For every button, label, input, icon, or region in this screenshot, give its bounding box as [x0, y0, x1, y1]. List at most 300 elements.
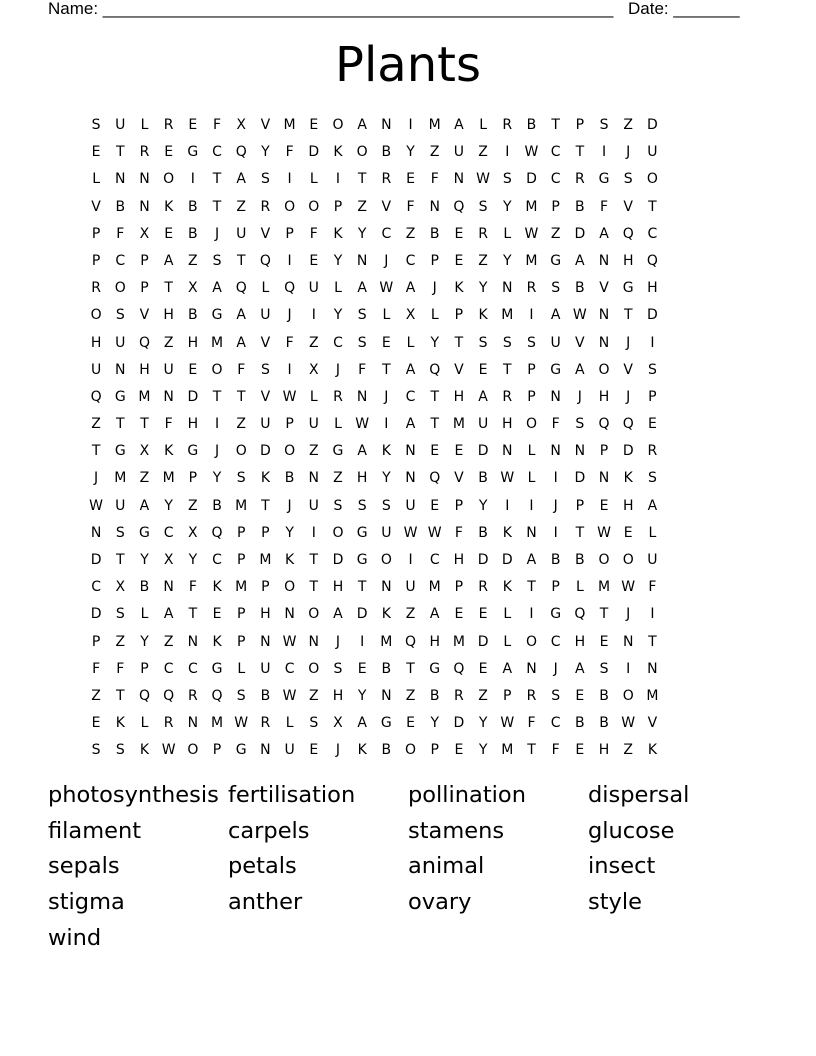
grid-letter[interactable]: E	[599, 497, 609, 514]
grid-letter[interactable]: P	[527, 361, 536, 378]
grid-letter[interactable]: H	[574, 633, 586, 650]
grid-letter[interactable]: R	[478, 579, 488, 596]
grid-letter[interactable]: N	[550, 388, 561, 405]
grid-letter[interactable]: W	[234, 715, 249, 732]
grid-letter[interactable]: S	[381, 497, 391, 514]
grid-letter[interactable]: N	[622, 633, 634, 650]
grid-letter[interactable]: F	[213, 117, 222, 133]
grid-letter[interactable]: Q	[622, 416, 634, 433]
grid-letter[interactable]: N	[260, 742, 271, 759]
grid-letter[interactable]: Q	[138, 334, 150, 351]
grid-letter[interactable]: J	[577, 388, 582, 405]
grid-letter[interactable]: K	[164, 443, 174, 460]
grid-letter[interactable]: D	[477, 552, 489, 568]
grid-letter[interactable]: M	[597, 579, 611, 596]
grid-letter[interactable]: B	[260, 687, 271, 704]
grid-letter[interactable]: G	[356, 552, 368, 568]
grid-letter[interactable]: U	[90, 361, 102, 378]
grid-letter[interactable]: Z	[308, 687, 319, 704]
grid-letter[interactable]: E	[188, 117, 198, 133]
grid-letter[interactable]: F	[237, 361, 246, 378]
grid-letter[interactable]: E	[575, 742, 585, 759]
grid-letter[interactable]: B	[575, 552, 585, 568]
grid-letter[interactable]: E	[454, 742, 464, 759]
grid-letter[interactable]: M	[259, 552, 272, 568]
grid-letter[interactable]: E	[599, 633, 609, 650]
grid-letter[interactable]: L	[503, 633, 512, 650]
grid-letter[interactable]: N	[381, 117, 392, 133]
grid-letter[interactable]: O	[356, 144, 368, 161]
grid-letter[interactable]: T	[382, 361, 391, 378]
grid-letter[interactable]: S	[91, 742, 101, 759]
grid-letter[interactable]: K	[164, 198, 174, 215]
grid-letter[interactable]: Z	[333, 470, 343, 487]
grid-letter[interactable]: T	[164, 280, 173, 297]
grid-letter[interactable]: B	[429, 225, 440, 242]
grid-letter[interactable]: V	[454, 470, 464, 487]
grid-letter[interactable]: Z	[405, 687, 416, 704]
grid-letter[interactable]: G	[356, 524, 368, 541]
grid-letter[interactable]: S	[551, 280, 561, 297]
grid-letter[interactable]: P	[285, 416, 294, 433]
grid-letter[interactable]: P	[236, 524, 246, 541]
grid-letter[interactable]: P	[91, 225, 101, 242]
grid-letter[interactable]: K	[285, 552, 295, 568]
grid-letter[interactable]: T	[309, 552, 319, 568]
grid-letter[interactable]: N	[647, 660, 658, 677]
grid-letter[interactable]: T	[309, 579, 319, 596]
grid-letter[interactable]: E	[478, 660, 488, 677]
grid-letter[interactable]: S	[357, 307, 367, 324]
grid-letter[interactable]: T	[623, 307, 633, 324]
grid-letter[interactable]: O	[235, 443, 247, 460]
grid-letter[interactable]: B	[575, 715, 585, 732]
grid-letter[interactable]: S	[212, 252, 222, 269]
grid-letter[interactable]: G	[114, 443, 126, 460]
grid-letter[interactable]: B	[599, 715, 609, 732]
grid-letter[interactable]: A	[550, 307, 561, 324]
grid-letter[interactable]: N	[356, 252, 368, 269]
grid-letter[interactable]: Y	[212, 470, 222, 487]
grid-letter[interactable]: C	[212, 552, 222, 568]
grid-letter[interactable]: W	[403, 524, 418, 541]
grid-letter[interactable]: J	[626, 144, 631, 161]
grid-letter[interactable]: E	[309, 252, 319, 269]
grid-letter[interactable]: B	[139, 579, 150, 596]
grid-letter[interactable]: Y	[382, 470, 391, 487]
grid-letter[interactable]: U	[647, 552, 658, 568]
grid-letter[interactable]: V	[381, 198, 392, 215]
grid-letter[interactable]: L	[334, 280, 342, 297]
grid-letter[interactable]: S	[236, 687, 246, 704]
grid-letter[interactable]: O	[332, 117, 344, 133]
grid-letter[interactable]: Y	[503, 198, 512, 215]
grid-letter[interactable]: N	[598, 307, 610, 324]
grid-letter[interactable]: G	[114, 388, 126, 405]
grid-letter[interactable]: A	[502, 660, 513, 677]
grid-letter[interactable]: A	[236, 334, 246, 351]
grid-letter[interactable]: A	[526, 552, 537, 568]
grid-letter[interactable]: G	[550, 361, 562, 378]
grid-letter[interactable]: N	[163, 388, 174, 405]
grid-letter[interactable]: R	[91, 280, 101, 297]
grid-letter[interactable]: S	[115, 742, 125, 759]
grid-letter[interactable]: J	[626, 606, 631, 623]
grid-letter[interactable]: Z	[429, 144, 440, 161]
grid-letter[interactable]: U	[284, 742, 295, 759]
grid-letter[interactable]: Y	[430, 334, 439, 351]
grid-letter[interactable]: O	[211, 361, 223, 378]
grid-letter[interactable]: V	[91, 198, 101, 215]
grid-letter[interactable]: Z	[188, 497, 198, 514]
grid-letter[interactable]: E	[430, 443, 440, 460]
grid-letter[interactable]: P	[454, 307, 464, 324]
grid-letter[interactable]: K	[381, 443, 391, 460]
grid-letter[interactable]: E	[647, 416, 657, 433]
grid-letter[interactable]: L	[382, 307, 391, 324]
grid-letter[interactable]: J	[384, 388, 389, 405]
grid-letter[interactable]: N	[526, 524, 537, 541]
grid-letter[interactable]: S	[260, 361, 270, 378]
grid-letter[interactable]: K	[115, 715, 125, 732]
grid-letter[interactable]: U	[453, 144, 465, 161]
grid-letter[interactable]: F	[92, 660, 101, 677]
grid-letter[interactable]: N	[187, 633, 199, 650]
grid-letter[interactable]: M	[380, 633, 393, 650]
grid-letter[interactable]: N	[308, 470, 320, 487]
grid-letter[interactable]: Y	[478, 715, 488, 732]
grid-letter[interactable]: H	[502, 416, 513, 433]
grid-letter[interactable]: A	[575, 252, 585, 269]
grid-letter[interactable]: M	[525, 198, 538, 215]
grid-letter[interactable]: R	[526, 280, 537, 297]
grid-letter[interactable]: L	[430, 307, 439, 324]
grid-letter[interactable]: E	[309, 742, 319, 759]
grid-letter[interactable]: N	[115, 171, 126, 188]
grid-letter[interactable]: H	[187, 416, 199, 433]
grid-letter[interactable]: D	[308, 144, 320, 161]
grid-letter[interactable]: A	[575, 660, 585, 677]
grid-letter[interactable]: V	[647, 715, 658, 732]
grid-letter[interactable]: Y	[140, 552, 149, 568]
grid-letter[interactable]: P	[333, 198, 343, 215]
grid-letter[interactable]: E	[309, 117, 319, 133]
grid-letter[interactable]: O	[163, 171, 175, 188]
grid-letter[interactable]: Z	[188, 252, 198, 269]
grid-letter[interactable]: F	[600, 198, 609, 215]
grid-letter[interactable]: D	[622, 443, 634, 460]
grid-letter[interactable]: Z	[91, 416, 101, 433]
grid-letter[interactable]: L	[527, 443, 536, 460]
grid-letter[interactable]: N	[598, 334, 610, 351]
grid-letter[interactable]: A	[405, 361, 416, 378]
grid-letter[interactable]: N	[550, 443, 561, 460]
grid-letter[interactable]: B	[212, 497, 222, 514]
grid-letter[interactable]: I	[529, 606, 534, 623]
grid-letter[interactable]: K	[623, 470, 633, 487]
grid-letter[interactable]: O	[308, 198, 320, 215]
grid-letter[interactable]: K	[212, 633, 222, 650]
grid-letter[interactable]: A	[357, 443, 367, 460]
grid-letter[interactable]: I	[311, 307, 316, 324]
grid-letter[interactable]: O	[114, 280, 126, 297]
grid-letter[interactable]: L	[140, 606, 149, 623]
grid-letter[interactable]: J	[626, 334, 631, 351]
grid-letter[interactable]: O	[284, 579, 296, 596]
grid-letter[interactable]: F	[164, 416, 173, 433]
grid-letter[interactable]: U	[308, 280, 319, 297]
grid-letter[interactable]: U	[308, 416, 319, 433]
grid-letter[interactable]: M	[235, 497, 248, 514]
grid-letter[interactable]: I	[553, 524, 558, 541]
grid-letter[interactable]: V	[599, 280, 609, 297]
grid-letter[interactable]: Q	[259, 252, 271, 269]
grid-letter[interactable]: R	[260, 198, 271, 215]
grid-letter[interactable]: R	[260, 715, 271, 732]
grid-letter[interactable]: I	[505, 497, 510, 514]
grid-letter[interactable]: M	[138, 388, 151, 405]
grid-letter[interactable]: O	[332, 524, 344, 541]
grid-letter[interactable]: W	[89, 497, 104, 514]
grid-letter[interactable]: F	[551, 416, 560, 433]
grid-letter[interactable]: P	[575, 497, 585, 514]
grid-letter[interactable]: Y	[164, 497, 173, 514]
grid-letter[interactable]: A	[236, 307, 246, 324]
grid-letter[interactable]: X	[188, 524, 198, 541]
grid-letter[interactable]: Y	[478, 497, 488, 514]
grid-letter[interactable]: N	[260, 633, 271, 650]
grid-letter[interactable]: J	[214, 225, 220, 242]
grid-letter[interactable]: T	[91, 443, 101, 460]
grid-letter[interactable]: W	[476, 171, 491, 188]
grid-letter[interactable]: E	[406, 715, 415, 732]
grid-letter[interactable]: U	[260, 307, 271, 324]
grid-letter[interactable]: V	[260, 117, 271, 133]
grid-letter[interactable]: K	[647, 742, 657, 759]
grid-letter[interactable]: Y	[357, 225, 367, 242]
grid-letter[interactable]: I	[287, 252, 292, 269]
grid-letter[interactable]: T	[454, 334, 464, 351]
grid-letter[interactable]: F	[358, 361, 367, 378]
grid-letter[interactable]: I	[408, 552, 413, 568]
grid-letter[interactable]: H	[139, 361, 150, 378]
grid-letter[interactable]: D	[647, 117, 658, 133]
grid-letter[interactable]: F	[285, 334, 294, 351]
grid-letter[interactable]: T	[140, 416, 149, 433]
grid-letter[interactable]: F	[648, 579, 657, 596]
grid-letter[interactable]: Q	[574, 606, 586, 623]
grid-letter[interactable]: I	[287, 361, 292, 378]
grid-letter[interactable]: Z	[550, 225, 561, 242]
grid-letter[interactable]: O	[525, 416, 537, 433]
grid-letter[interactable]: J	[214, 443, 220, 460]
grid-letter[interactable]: T	[212, 198, 222, 215]
grid-letter[interactable]: L	[92, 171, 100, 188]
grid-letter[interactable]: Q	[138, 687, 150, 704]
grid-letter[interactable]: S	[115, 524, 125, 541]
grid-letter[interactable]: M	[114, 470, 127, 487]
grid-letter[interactable]: S	[115, 307, 125, 324]
grid-letter[interactable]: E	[575, 687, 585, 704]
grid-letter[interactable]: E	[454, 606, 464, 623]
grid-letter[interactable]: Q	[235, 280, 247, 297]
grid-letter[interactable]: X	[139, 225, 150, 242]
grid-letter[interactable]: M	[452, 416, 465, 433]
grid-letter[interactable]: N	[405, 443, 416, 460]
grid-letter[interactable]: K	[454, 280, 464, 297]
grid-letter[interactable]: N	[381, 579, 392, 596]
grid-letter[interactable]: K	[478, 307, 488, 324]
grid-letter[interactable]: G	[211, 660, 223, 677]
grid-letter[interactable]: N	[502, 443, 513, 460]
grid-letter[interactable]: Z	[236, 416, 247, 433]
grid-letter[interactable]: Q	[453, 198, 465, 215]
grid-letter[interactable]: B	[381, 742, 392, 759]
grid-letter[interactable]: W	[597, 524, 611, 541]
grid-letter[interactable]: A	[139, 497, 150, 514]
grid-letter[interactable]: Z	[139, 470, 150, 487]
grid-letter[interactable]: P	[454, 497, 464, 514]
grid-letter[interactable]: D	[477, 443, 489, 460]
grid-letter[interactable]: E	[430, 497, 440, 514]
grid-letter[interactable]: T	[116, 416, 125, 433]
grid-letter[interactable]: P	[140, 660, 149, 677]
grid-letter[interactable]: P	[236, 606, 246, 623]
grid-letter[interactable]: J	[335, 361, 341, 378]
grid-letter[interactable]: G	[187, 443, 199, 460]
grid-letter[interactable]: L	[309, 171, 318, 188]
grid-letter[interactable]: L	[261, 280, 270, 297]
grid-letter[interactable]: B	[381, 144, 392, 161]
grid-letter[interactable]: B	[526, 117, 537, 133]
grid-letter[interactable]: C	[429, 552, 440, 568]
grid-letter[interactable]: W	[282, 633, 297, 650]
grid-letter[interactable]: H	[622, 252, 634, 269]
grid-letter[interactable]: I	[529, 307, 534, 324]
grid-letter[interactable]: F	[116, 225, 125, 242]
grid-letter[interactable]: N	[574, 443, 586, 460]
grid-letter[interactable]: O	[187, 742, 199, 759]
grid-letter[interactable]: W	[427, 524, 442, 541]
grid-letter[interactable]: B	[188, 198, 198, 215]
grid-letter[interactable]: H	[453, 552, 465, 568]
grid-letter[interactable]: C	[647, 225, 658, 242]
grid-letter[interactable]: U	[308, 497, 319, 514]
grid-letter[interactable]: S	[647, 361, 657, 378]
grid-letter[interactable]: Q	[163, 687, 175, 704]
grid-letter[interactable]: I	[601, 144, 607, 161]
grid-letter[interactable]: C	[91, 579, 101, 596]
grid-letter[interactable]: F	[116, 660, 125, 677]
grid-letter[interactable]: W	[524, 225, 539, 242]
grid-letter[interactable]: G	[211, 307, 223, 324]
grid-letter[interactable]: L	[334, 416, 342, 433]
grid-letter[interactable]: N	[90, 524, 102, 541]
grid-letter[interactable]: Y	[503, 252, 512, 269]
grid-letter[interactable]: K	[357, 742, 367, 759]
grid-letter[interactable]: H	[453, 388, 465, 405]
grid-letter[interactable]: D	[574, 470, 586, 487]
grid-letter[interactable]: J	[384, 252, 389, 269]
grid-letter[interactable]: B	[599, 687, 609, 704]
grid-letter[interactable]: P	[285, 225, 294, 242]
grid-letter[interactable]: Z	[405, 225, 416, 242]
grid-letter[interactable]: D	[332, 552, 344, 568]
grid-letter[interactable]: D	[90, 552, 102, 568]
grid-letter[interactable]: Q	[622, 225, 634, 242]
grid-letter[interactable]: S	[309, 715, 319, 732]
grid-letter[interactable]: E	[406, 171, 415, 188]
grid-letter[interactable]: B	[575, 280, 585, 297]
grid-letter[interactable]: U	[260, 416, 271, 433]
grid-letter[interactable]: P	[599, 443, 609, 460]
grid-letter[interactable]: P	[261, 524, 270, 541]
grid-letter[interactable]: M	[210, 334, 224, 351]
grid-letter[interactable]: O	[308, 606, 320, 623]
grid-letter[interactable]: T	[648, 198, 657, 215]
grid-letter[interactable]: F	[527, 715, 536, 732]
grid-letter[interactable]: A	[429, 606, 440, 623]
grid-letter[interactable]: Y	[188, 552, 198, 568]
grid-letter[interactable]: S	[478, 334, 488, 351]
grid-letter[interactable]: I	[190, 171, 195, 188]
grid-letter[interactable]: P	[236, 552, 246, 568]
grid-letter[interactable]: N	[163, 579, 174, 596]
grid-letter[interactable]: F	[454, 524, 463, 541]
grid-letter[interactable]: Z	[623, 742, 634, 759]
grid-letter[interactable]: Y	[357, 687, 367, 704]
grid-letter[interactable]: E	[454, 443, 464, 460]
grid-letter[interactable]: M	[501, 742, 514, 759]
grid-letter[interactable]: D	[187, 388, 199, 405]
grid-letter[interactable]: A	[405, 416, 416, 433]
grid-letter[interactable]: D	[260, 443, 271, 460]
grid-letter[interactable]: W	[621, 579, 636, 596]
grid-letter[interactable]: W	[282, 388, 297, 405]
grid-letter[interactable]: W	[524, 144, 539, 161]
grid-letter[interactable]: B	[188, 307, 198, 324]
grid-letter[interactable]: P	[527, 388, 536, 405]
grid-letter[interactable]: S	[575, 416, 585, 433]
grid-letter[interactable]: M	[235, 579, 248, 596]
grid-letter[interactable]: E	[454, 225, 464, 242]
grid-letter[interactable]: H	[332, 687, 344, 704]
grid-letter[interactable]: Z	[623, 117, 634, 133]
grid-letter[interactable]: F	[430, 171, 439, 188]
grid-letter[interactable]: T	[212, 171, 222, 188]
grid-letter[interactable]: N	[308, 633, 320, 650]
grid-letter[interactable]: I	[335, 171, 341, 188]
grid-letter[interactable]: Z	[236, 198, 247, 215]
grid-letter[interactable]: P	[140, 252, 149, 269]
grid-letter[interactable]: N	[429, 198, 440, 215]
grid-letter[interactable]: J	[287, 497, 292, 514]
grid-letter[interactable]: N	[453, 171, 465, 188]
grid-letter[interactable]: S	[333, 497, 343, 514]
grid-letter[interactable]: C	[163, 660, 174, 677]
grid-letter[interactable]: A	[357, 715, 367, 732]
grid-letter[interactable]: T	[188, 606, 198, 623]
grid-letter[interactable]: F	[285, 144, 294, 161]
grid-letter[interactable]: G	[139, 524, 150, 541]
grid-letter[interactable]: E	[623, 524, 633, 541]
grid-letter[interactable]: G	[187, 144, 199, 161]
grid-letter[interactable]: J	[335, 633, 341, 650]
grid-letter[interactable]: Z	[478, 687, 488, 704]
grid-letter[interactable]: L	[140, 715, 149, 732]
grid-letter[interactable]: D	[501, 552, 513, 568]
grid-letter[interactable]: E	[454, 252, 464, 269]
